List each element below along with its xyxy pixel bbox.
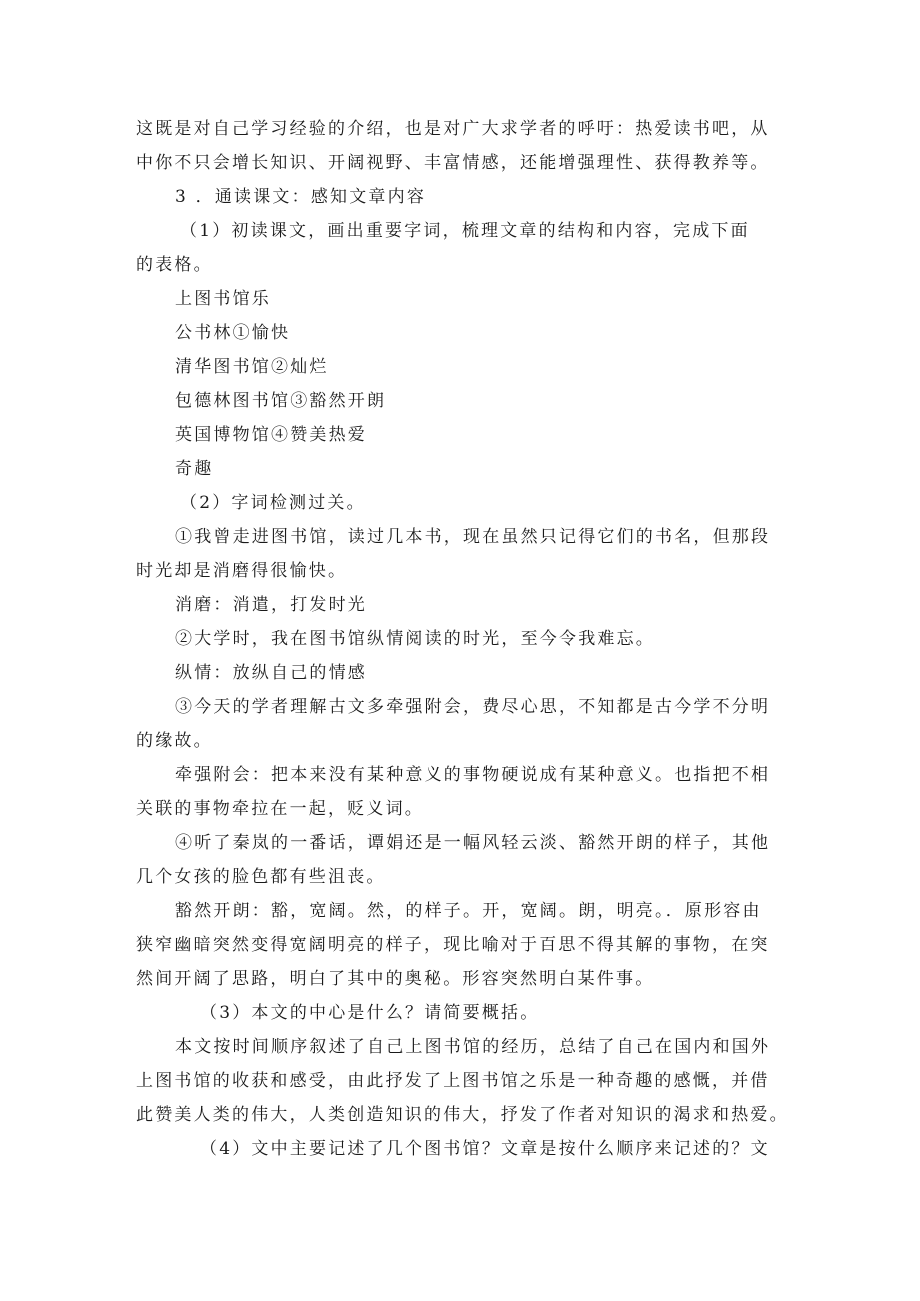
text-line: ①我曾走进图书馆，读过几本书，现在虽然只记得它们的书名，但那段: [175, 527, 771, 547]
question-heading: （1）初读课文，画出重要字词，梳理文章的结构和内容，完成下面: [180, 221, 750, 241]
question-heading: （4）文中主要记述了几个图书馆？文章是按什么顺序来记述的？文: [200, 1139, 770, 1159]
table-item: 英国博物馆④赞美热爱: [175, 425, 367, 445]
table-item: 上图书馆乐: [175, 289, 271, 309]
text-line: ③今天的学者理解古文多牵强附会，费尽心思，不知都是古今学不分明: [175, 697, 771, 717]
text-line: 中你不只会增长知识、开阔视野、丰富情感，还能增强理性、获得教养等。: [136, 153, 770, 173]
text-line: 本文按时间顺序叙述了自己上图书馆的经历，总结了自己在国内和国外: [175, 1037, 771, 1057]
text-line: 的缘故。: [136, 731, 213, 751]
text-line: 这既是对自己学习经验的介绍，也是对广大求学者的呼吁：热爱读书吧，从: [136, 119, 770, 139]
section-heading: 3 ．通读课文：感知文章内容: [175, 187, 427, 207]
text-line: 的表格。: [136, 255, 213, 275]
text-line: 牵强附会：把本来没有某种意义的事物硬说成有某种意义。也指把不相: [175, 765, 771, 785]
table-item: 公书林①愉快: [175, 323, 291, 343]
text-line: 关联的事物牵拉在一起，贬义词。: [136, 799, 424, 819]
question-heading: （3）本文的中心是什么？请简要概括。: [200, 1003, 540, 1023]
text-line: 上图书馆的收获和感受，由此抒发了上图书馆之乐是一种奇趣的感慨，并借: [136, 1071, 770, 1091]
table-item: 清华图书馆②灿烂: [175, 357, 329, 377]
text-line: ④听了秦岚的一番话，谭娟还是一幅风轻云淡、豁然开朗的样子，其他: [175, 833, 771, 853]
text-line: 此赞美人类的伟大，人类创造知识的伟大，抒发了作者对知识的渴求和热爱。: [136, 1105, 789, 1125]
table-item: 奇趣: [175, 459, 214, 479]
table-item: 包德林图书馆③豁然开朗: [175, 391, 387, 411]
text-line: 然间开阔了思路，明白了其中的奥秘。形容突然明白某件事。: [136, 969, 655, 989]
question-heading: （2）字词检测过关。: [180, 493, 366, 513]
text-line: 消磨：消遣，打发时光: [175, 595, 367, 615]
text-line: 纵情：放纵自己的情感: [175, 663, 367, 683]
text-line: 几个女孩的脸色都有些沮丧。: [136, 867, 386, 887]
text-line: ②大学时，我在图书馆纵情阅读的时光，至今令我难忘。: [175, 629, 655, 649]
text-line: 豁然开朗：豁，宽阔。然，的样子。开，宽阔。朗，明亮。．原形容由: [175, 901, 762, 921]
text-line: 狭窄幽暗突然变得宽阔明亮的样子，现比喻对于百思不得其解的事物，在突: [136, 935, 770, 955]
text-line: 时光却是消磨得很愉快。: [136, 561, 348, 581]
